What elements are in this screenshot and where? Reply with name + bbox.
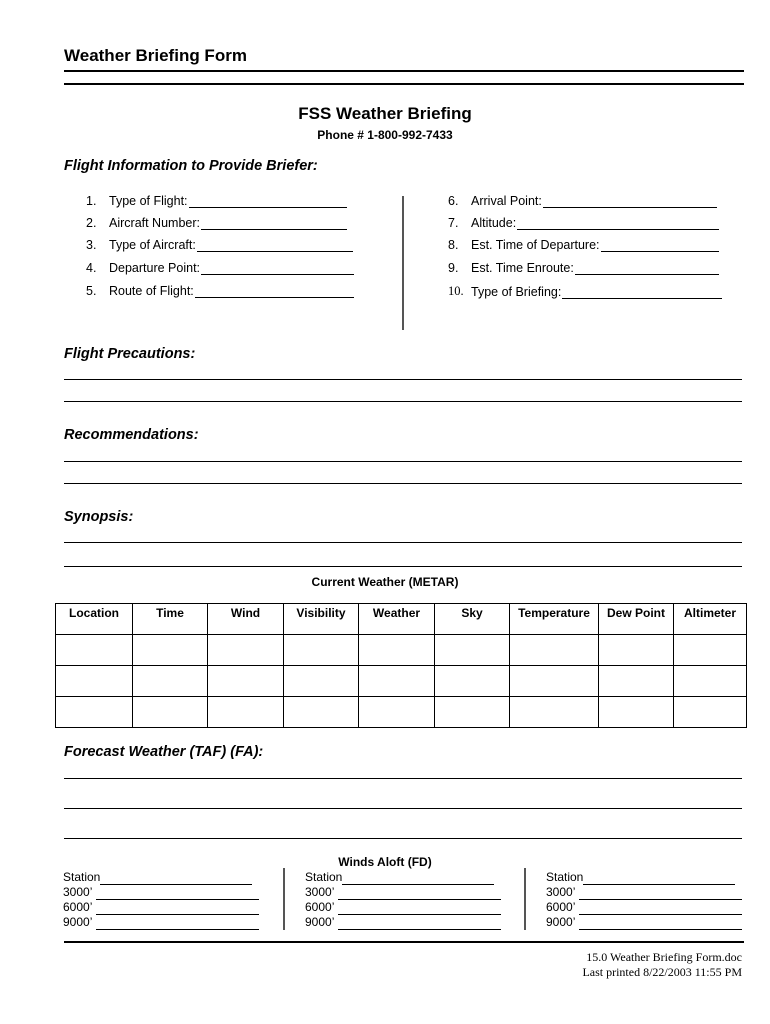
field-line[interactable] xyxy=(201,217,347,230)
winds-row-station[interactable] xyxy=(305,870,501,885)
writing-line[interactable] xyxy=(64,542,742,543)
winds-row-9000[interactable] xyxy=(546,915,742,930)
footer-rule xyxy=(64,941,744,943)
precautions-heading: Flight Precautions: xyxy=(64,346,196,362)
table-cell[interactable] xyxy=(133,697,208,728)
field-line[interactable] xyxy=(543,195,717,208)
winds-label: 9000’ xyxy=(546,915,576,929)
table-cell[interactable] xyxy=(510,697,599,728)
winds-row-3000[interactable] xyxy=(63,885,259,900)
winds-label: 9000’ xyxy=(305,915,335,929)
winds-line[interactable] xyxy=(100,872,252,885)
writing-line[interactable] xyxy=(64,461,742,462)
metar-table xyxy=(55,603,747,728)
winds-label: 3000’ xyxy=(546,885,576,899)
winds-label: 6000’ xyxy=(63,900,93,914)
column-header: Altimeter xyxy=(674,604,747,635)
winds-line[interactable] xyxy=(96,887,259,900)
winds-label: 9000’ xyxy=(63,915,93,929)
winds-row-6000[interactable] xyxy=(63,900,259,915)
writing-line[interactable] xyxy=(64,808,742,809)
table-row xyxy=(56,635,747,666)
field-type-of-aircraft[interactable] xyxy=(86,238,353,252)
field-number: 1. xyxy=(86,194,97,208)
table-cell[interactable] xyxy=(510,635,599,666)
writing-line[interactable] xyxy=(64,401,742,402)
winds-label: Station xyxy=(546,870,584,884)
field-label: Arrival Point: xyxy=(471,194,542,208)
field-type-of-briefing[interactable] xyxy=(448,284,722,299)
field-label: Route of Flight: xyxy=(109,284,194,298)
winds-row-6000[interactable] xyxy=(305,900,501,915)
column-header: Weather xyxy=(359,604,435,635)
field-number: 7. xyxy=(448,216,459,230)
field-label: Type of Flight: xyxy=(109,194,188,208)
table-cell[interactable] xyxy=(284,697,359,728)
field-label: Type of Aircraft: xyxy=(109,238,196,252)
forecast-heading: Forecast Weather (TAF) (FA): xyxy=(64,744,264,760)
winds-divider xyxy=(524,868,526,930)
field-number: 10. xyxy=(448,284,464,298)
winds-line[interactable] xyxy=(342,872,494,885)
writing-line[interactable] xyxy=(64,778,742,779)
field-number: 3. xyxy=(86,238,97,252)
column-header: Location xyxy=(56,604,133,635)
winds-block-3 xyxy=(546,870,742,930)
writing-line[interactable] xyxy=(64,566,742,567)
winds-row-station[interactable] xyxy=(546,870,742,885)
column-header: Sky xyxy=(435,604,510,635)
header-rule xyxy=(64,70,744,72)
winds-line[interactable] xyxy=(338,887,501,900)
winds-line[interactable] xyxy=(579,887,742,900)
field-arrival-point[interactable] xyxy=(448,194,717,208)
table-cell[interactable] xyxy=(208,666,284,697)
winds-row-9000[interactable] xyxy=(305,915,501,930)
field-route-of-flight[interactable] xyxy=(86,284,354,298)
field-label: Est. Time Enroute: xyxy=(471,261,574,275)
table-cell[interactable] xyxy=(284,635,359,666)
writing-line[interactable] xyxy=(64,483,742,484)
table-cell[interactable] xyxy=(208,697,284,728)
field-number: 9. xyxy=(448,261,459,275)
field-altitude[interactable] xyxy=(448,216,719,230)
winds-line[interactable] xyxy=(579,917,742,930)
field-number: 2. xyxy=(86,216,97,230)
footer-filename: 15.0 Weather Briefing Form.doc xyxy=(586,950,742,964)
winds-divider xyxy=(283,868,285,930)
winds-block-2 xyxy=(305,870,501,930)
winds-line[interactable] xyxy=(96,902,259,915)
field-line[interactable] xyxy=(562,286,722,299)
table-cell[interactable] xyxy=(359,697,435,728)
winds-label: 6000’ xyxy=(546,900,576,914)
field-label: Aircraft Number: xyxy=(109,216,200,230)
table-cell[interactable] xyxy=(435,666,510,697)
winds-label: Station xyxy=(305,870,343,884)
winds-row-3000[interactable] xyxy=(546,885,742,900)
winds-line[interactable] xyxy=(583,872,735,885)
winds-row-station[interactable] xyxy=(63,870,259,885)
field-number: 8. xyxy=(448,238,459,252)
field-line[interactable] xyxy=(195,285,354,298)
winds-label: 3000’ xyxy=(63,885,93,899)
field-number: 5. xyxy=(86,284,97,298)
winds-row-3000[interactable] xyxy=(305,885,501,900)
synopsis-heading: Synopsis: xyxy=(64,509,134,525)
table-cell[interactable] xyxy=(599,635,674,666)
table-cell[interactable] xyxy=(133,635,208,666)
table-cell[interactable] xyxy=(208,635,284,666)
recommendations-heading: Recommendations: xyxy=(64,427,199,443)
table-cell[interactable] xyxy=(284,666,359,697)
field-number: 4. xyxy=(86,261,97,275)
table-cell[interactable] xyxy=(674,697,747,728)
writing-line[interactable] xyxy=(64,379,742,380)
table-row xyxy=(56,666,747,697)
table-cell[interactable] xyxy=(56,697,133,728)
table-cell[interactable] xyxy=(133,666,208,697)
field-label: Est. Time of Departure: xyxy=(471,238,600,252)
field-type-of-flight[interactable] xyxy=(86,194,347,208)
column-header: Wind xyxy=(208,604,284,635)
winds-line[interactable] xyxy=(338,917,501,930)
briefing-phone: Phone # 1-800-992-7433 xyxy=(317,128,453,142)
table-cell[interactable] xyxy=(56,666,133,697)
table-cell[interactable] xyxy=(435,697,510,728)
flight-info-heading: Flight Information to Provide Briefer: xyxy=(64,158,318,174)
column-header: Temperature xyxy=(510,604,599,635)
field-label: Altitude: xyxy=(471,216,517,230)
field-departure-point[interactable] xyxy=(86,261,354,275)
winds-block-1 xyxy=(63,870,259,930)
metar-title: Current Weather (METAR) xyxy=(311,575,459,589)
field-aircraft-number[interactable] xyxy=(86,216,347,230)
field-line[interactable] xyxy=(601,239,719,252)
header-rule-lower xyxy=(64,83,744,85)
column-header: Dew Point xyxy=(599,604,674,635)
footer-printed: Last printed 8/22/2003 11:55 PM xyxy=(582,965,742,979)
field-line[interactable] xyxy=(575,262,719,275)
field-line[interactable] xyxy=(201,262,354,275)
winds-line[interactable] xyxy=(338,902,501,915)
table-cell[interactable] xyxy=(674,635,747,666)
briefing-title: FSS Weather Briefing xyxy=(298,104,472,123)
winds-aloft-title: Winds Aloft (FD) xyxy=(338,855,432,869)
field-est-time-departure[interactable] xyxy=(448,238,719,252)
writing-line[interactable] xyxy=(64,838,742,839)
metar-header-row xyxy=(56,604,747,635)
table-cell[interactable] xyxy=(599,697,674,728)
field-line[interactable] xyxy=(197,239,353,252)
table-cell[interactable] xyxy=(359,635,435,666)
field-number: 6. xyxy=(448,194,459,208)
winds-row-9000[interactable] xyxy=(63,915,259,930)
table-cell[interactable] xyxy=(359,666,435,697)
column-divider xyxy=(402,196,404,330)
table-cell[interactable] xyxy=(56,635,133,666)
field-line[interactable] xyxy=(517,217,719,230)
column-header: Time xyxy=(133,604,208,635)
winds-label: 6000’ xyxy=(305,900,335,914)
winds-label: 3000’ xyxy=(305,885,335,899)
table-cell[interactable] xyxy=(599,666,674,697)
winds-row-6000[interactable] xyxy=(546,900,742,915)
field-label: Type of Briefing: xyxy=(471,285,562,299)
winds-line[interactable] xyxy=(579,902,742,915)
field-est-time-enroute[interactable] xyxy=(448,261,719,275)
field-line[interactable] xyxy=(189,195,347,208)
form-title: Weather Briefing Form xyxy=(64,46,247,65)
winds-label: Station xyxy=(63,870,101,884)
table-cell[interactable] xyxy=(674,666,747,697)
table-cell[interactable] xyxy=(435,635,510,666)
table-row xyxy=(56,697,747,728)
field-label: Departure Point: xyxy=(109,261,201,275)
winds-line[interactable] xyxy=(96,917,259,930)
column-header: Visibility xyxy=(284,604,359,635)
table-cell[interactable] xyxy=(510,666,599,697)
